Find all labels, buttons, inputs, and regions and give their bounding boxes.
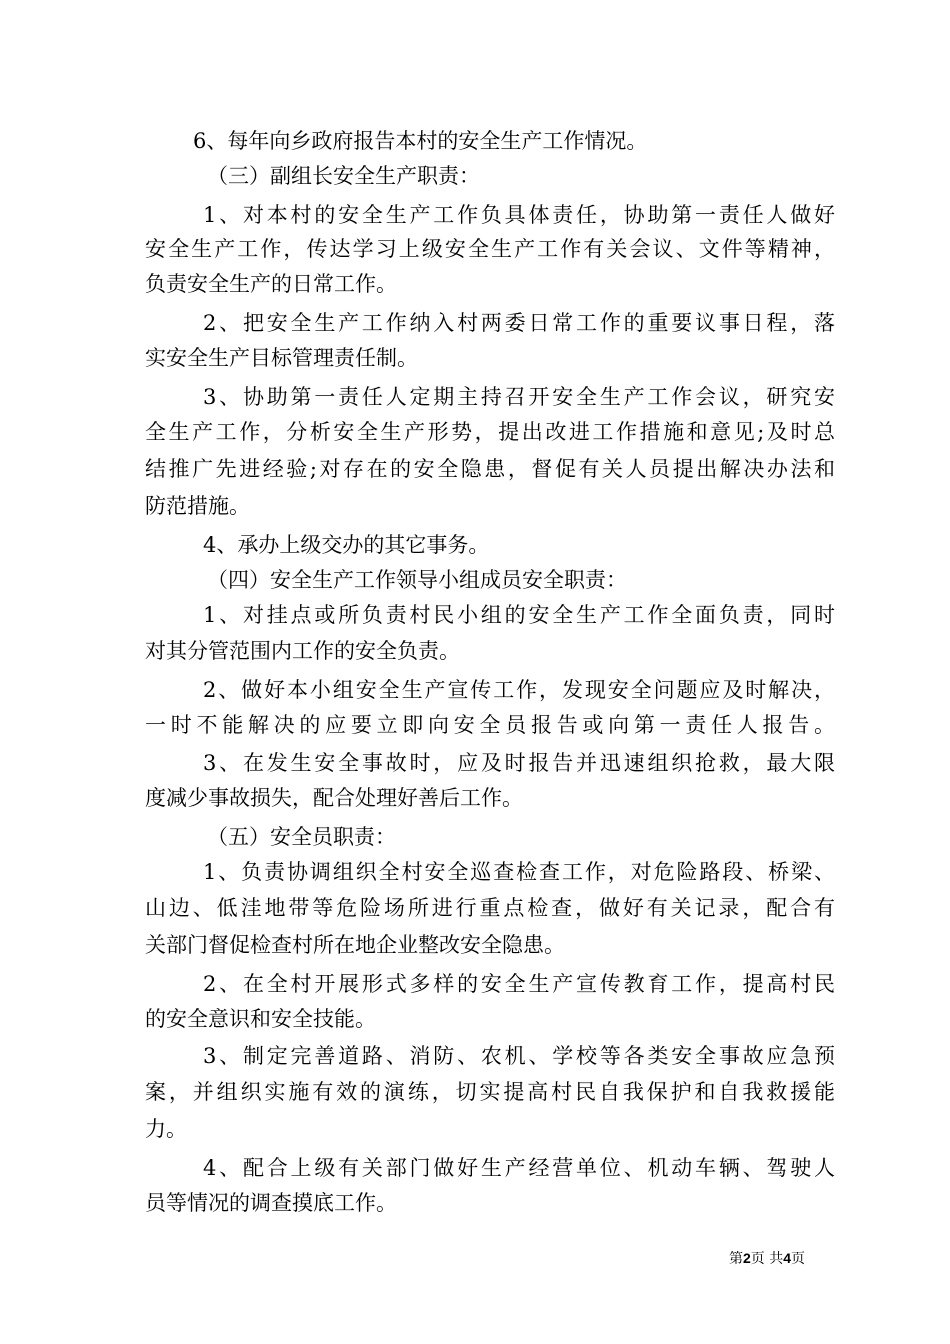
- footer-prefix: 第: [728, 1251, 743, 1267]
- paragraph-line: 3、协助第一责任人定期主持召开安全生产工作会议，研究安: [203, 385, 835, 409]
- paragraph-line: 结推广先进经验;对存在的安全隐患，督促有关人员提出解决办法和: [145, 457, 835, 481]
- page-footer: [729, 1248, 805, 1269]
- paragraph-line: 案，并组织实施有效的演练，切实提高村民自我保护和自我救援能: [145, 1080, 835, 1104]
- paragraph-line: 的安全意识和安全技能。: [145, 1007, 376, 1031]
- paragraph-line: 2、把安全生产工作纳入村两委日常工作的重要议事日程，落: [203, 311, 835, 335]
- paragraph-line: 2、在全村开展形式多样的安全生产宣传教育工作，提高村民: [203, 972, 835, 996]
- section-heading: （四）安全生产工作领导小组成员安全职责：: [207, 568, 627, 592]
- footer-suffix: 页: [791, 1251, 805, 1267]
- paragraph-line: 实安全生产目标管理责任制。: [145, 346, 418, 370]
- paragraph-line: 1、对本村的安全生产工作负具体责任，协助第一责任人做好: [203, 203, 835, 227]
- section-heading: （三）副组长安全生产职责：: [207, 164, 480, 188]
- paragraph-line: 4、承办上级交办的其它事务。: [203, 533, 490, 557]
- paragraph-line: 3、制定完善道路、消防、农机、学校等各类安全事故应急预: [203, 1044, 835, 1068]
- paragraph-line: 1、负责协调组织全村安全巡查检查工作，对危险路段、桥梁、: [203, 860, 835, 884]
- paragraph-line: 关部门督促检查村所在地企业整改安全隐患。: [145, 933, 565, 957]
- paragraph-line: 6、每年向乡政府报告本村的安全生产工作情况。: [193, 129, 648, 153]
- paragraph-line: 防范措施。: [145, 494, 250, 518]
- paragraph-line: 4、配合上级有关部门做好生产经营单位、机动车辆、驾驶人: [203, 1156, 835, 1180]
- current-page-number: 2: [742, 1250, 751, 1266]
- footer-middle: 页 共: [750, 1251, 784, 1267]
- paragraph-line: 2、做好本小组安全生产宣传工作，发现安全问题应及时解决，: [203, 678, 835, 702]
- paragraph-line: 3、在发生安全事故时，应及时报告并迅速组织抢救，最大限: [203, 751, 835, 775]
- paragraph-line: 对其分管范围内工作的安全负责。: [145, 639, 460, 663]
- paragraph-line: 安全生产工作，传达学习上级安全生产工作有关会议、文件等精神，: [145, 237, 835, 261]
- paragraph-line: 一时不能解决的应要立即向安全员报告或向第一责任人报告。: [145, 713, 835, 737]
- paragraph-line: 山边、低洼地带等危险场所进行重点检查，做好有关记录，配合有: [145, 896, 835, 920]
- section-heading: （五）安全员职责：: [207, 825, 396, 849]
- paragraph-line: 员等情况的调查摸底工作。: [145, 1191, 397, 1215]
- paragraph-line: 1、对挂点或所负责村民小组的安全生产工作全面负责，同时: [203, 603, 835, 627]
- total-page-number: 4: [783, 1250, 791, 1266]
- paragraph-line: 负责安全生产的日常工作。: [145, 272, 397, 296]
- paragraph-line: 度减少事故损失，配合处理好善后工作。: [145, 786, 523, 810]
- paragraph-line: 全生产工作，分析安全生产形势，提出改进工作措施和意见;及时总: [145, 420, 835, 444]
- paragraph-line: 力。: [145, 1117, 187, 1141]
